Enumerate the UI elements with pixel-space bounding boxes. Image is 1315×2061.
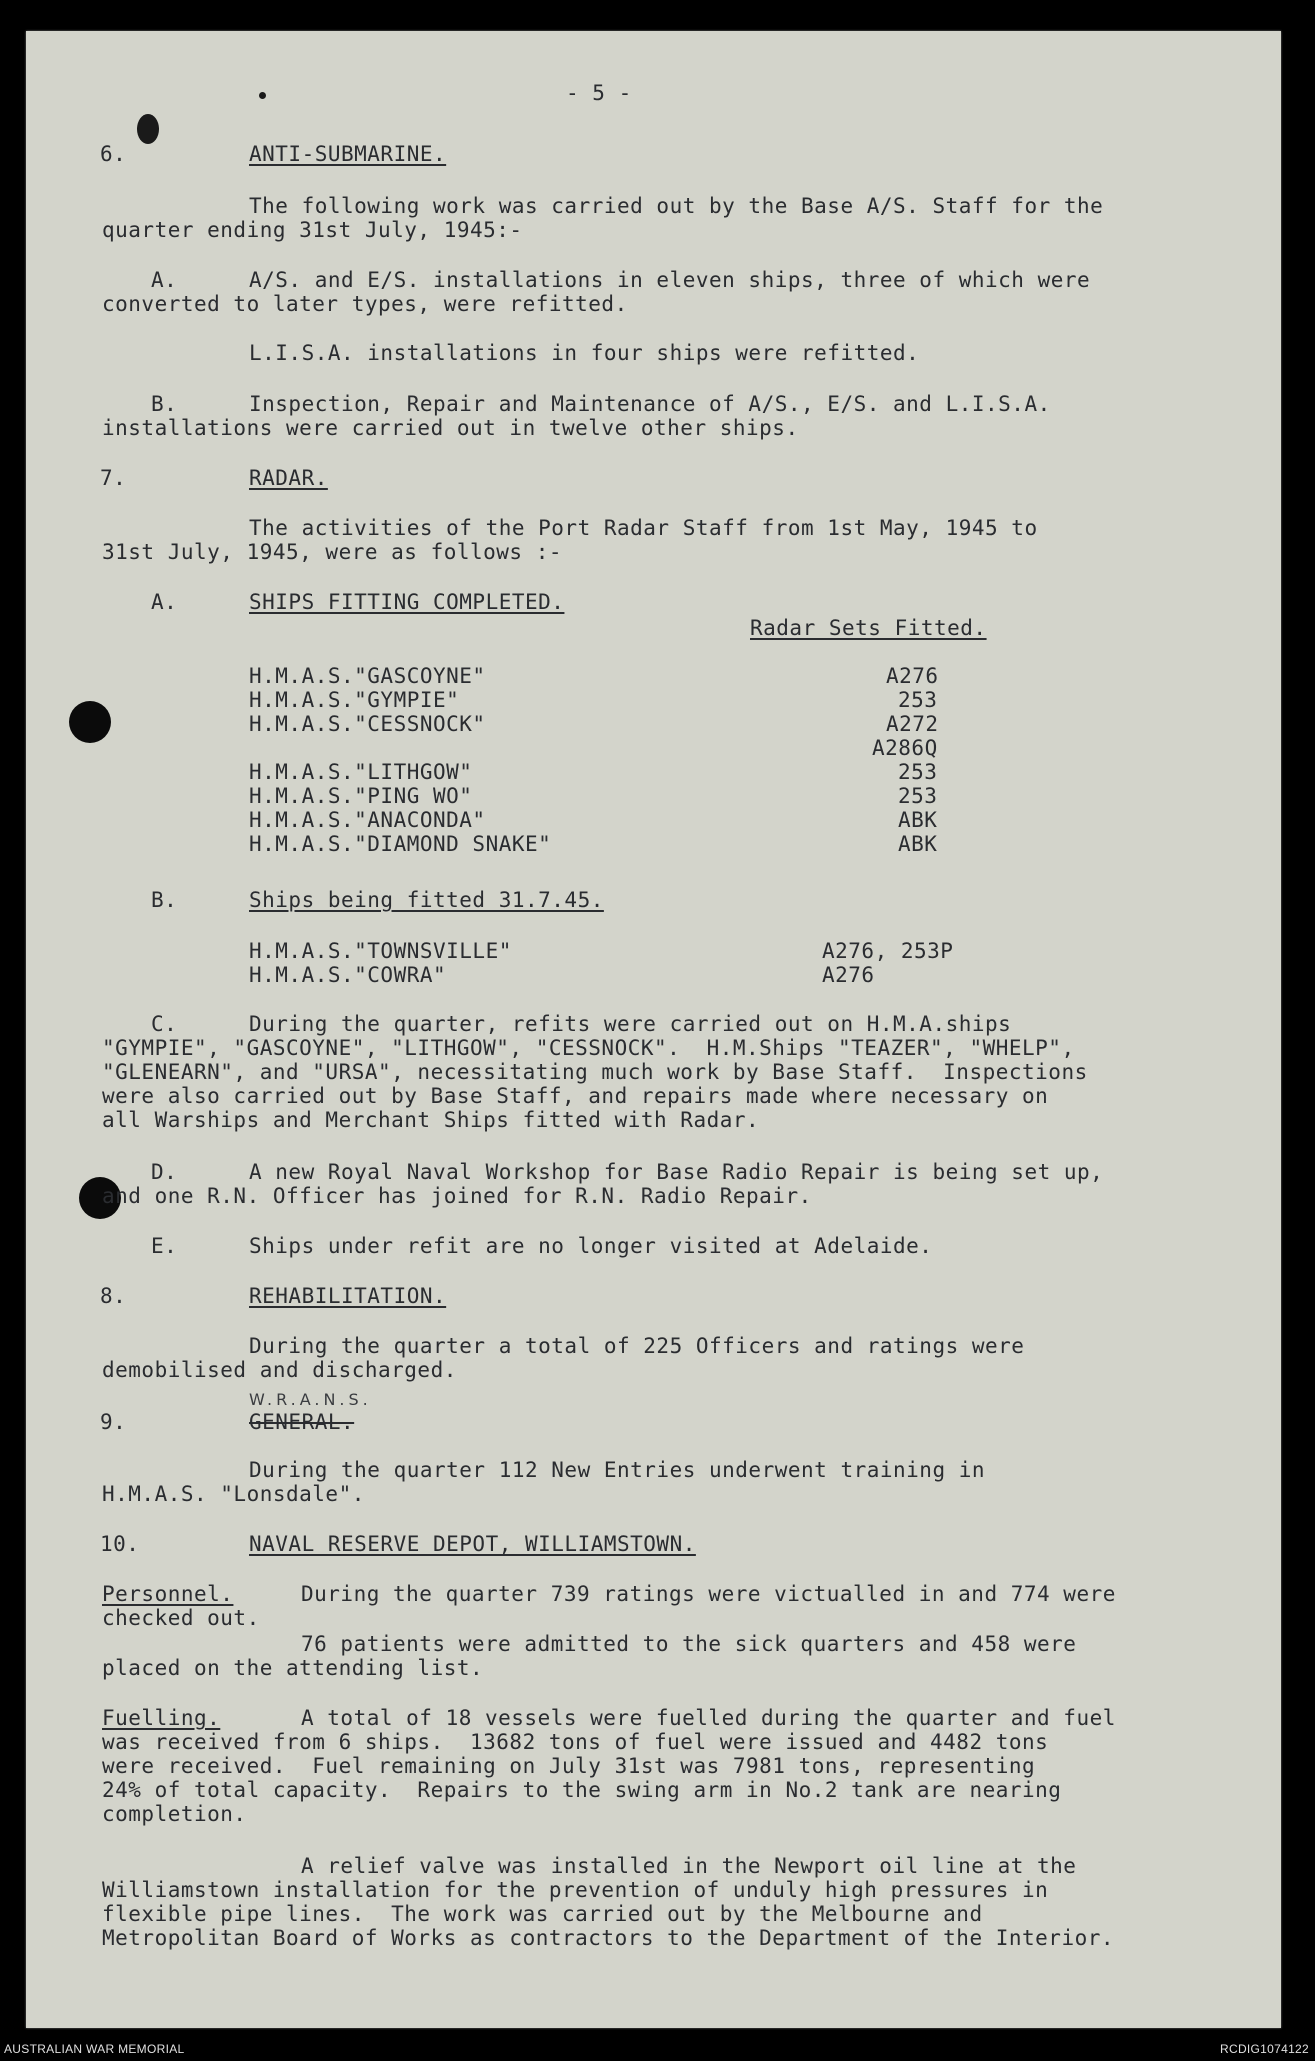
- section-9-number: 9.: [100, 1410, 127, 1434]
- section-9-text: H.M.A.S. "Lonsdale".: [102, 1482, 365, 1506]
- personnel-text: checked out.: [102, 1606, 260, 1630]
- ship-name: H.M.A.S."ANACONDA": [249, 808, 486, 832]
- section-6-intro: The following work was carried out by the Base A/S. Staff for the: [249, 194, 1104, 218]
- section-7-d-text: A new Royal Naval Workshop for Base Radio Repair is being set up,: [249, 1160, 1104, 1184]
- section-7-intro: 31st July, 1945, were as follows :-: [102, 540, 563, 564]
- section-7-heading: RADAR.: [249, 466, 328, 490]
- section-7-a-heading: SHIPS FITTING COMPLETED.: [249, 590, 565, 614]
- radar-set: A276, 253P: [822, 939, 954, 963]
- section-7-d-text: and one R.N. Officer has joined for R.N. Radio Repair.: [102, 1184, 812, 1208]
- fuelling-text: A total of 18 vessels were fuelled during the quarter and fuel: [301, 1706, 1116, 1730]
- section-7-e-label: E.: [151, 1234, 178, 1258]
- section-9-struck-heading: GENERAL.: [249, 1410, 355, 1434]
- personnel-text: During the quarter 739 ratings were victualled in and 774 were: [301, 1582, 1116, 1606]
- relief-valve-text: A relief valve was installed in the Newport oil line at the: [301, 1854, 1077, 1878]
- ship-name: H.M.A.S."DIAMOND SNAKE": [249, 832, 552, 856]
- radar-set: 253: [898, 760, 938, 784]
- radar-set: 253: [898, 784, 938, 808]
- fuelling-label: Fuelling.: [102, 1706, 221, 1730]
- section-6-heading: ANTI-SUBMARINE.: [249, 142, 447, 166]
- section-9-text: During the quarter 112 New Entries underwent training in: [249, 1458, 986, 1482]
- radar-set: A286Q: [872, 736, 938, 760]
- section-10-number: 10.: [100, 1532, 140, 1556]
- radar-set: ABK: [898, 808, 938, 832]
- section-6-a-text: converted to later types, were refitted.: [102, 292, 628, 316]
- section-6-a-text: A/S. and E/S. installations in eleven ships, three of which were: [249, 268, 1091, 292]
- radar-set: A276: [886, 664, 939, 688]
- section-7-e-text: Ships under refit are no longer visited at Adelaide.: [249, 1234, 933, 1258]
- personnel-text: 76 patients were admitted to the sick quarters and 458 were: [301, 1632, 1077, 1656]
- section-7-c-text: were also carried out by Base Staff, and repairs made where necessary on: [102, 1084, 1049, 1108]
- ship-name: H.M.A.S."PING WO": [249, 784, 473, 808]
- ship-name: H.M.A.S."LITHGOW": [249, 760, 473, 784]
- section-6-b-text: Inspection, Repair and Maintenance of A/S., E/S. and L.I.S.A.: [249, 392, 1051, 416]
- footer-source-label: AUSTRALIAN WAR MEMORIAL: [4, 2042, 185, 2056]
- ship-name: H.M.A.S."GASCOYNE": [249, 664, 486, 688]
- footer-record-id: RCDIG1074122: [1220, 2042, 1309, 2056]
- ship-name: H.M.A.S."CESSNOCK": [249, 712, 486, 736]
- section-6-a-label: A.: [151, 268, 178, 292]
- section-6-number: 6.: [100, 142, 127, 166]
- personnel-text: placed on the attending list.: [102, 1656, 484, 1680]
- section-7-intro: The activities of the Port Radar Staff from 1st May, 1945 to: [249, 516, 1038, 540]
- section-7-d-label: D.: [151, 1160, 178, 1184]
- section-6-lisa: L.I.S.A. installations in four ships were refitted.: [249, 341, 920, 365]
- section-7-b-label: B.: [151, 888, 178, 912]
- punch-hole-upper: [69, 701, 111, 743]
- radar-set: A276: [822, 963, 875, 987]
- fuelling-text: was received from 6 ships. 13682 tons of fuel were issued and 4482 tons: [102, 1730, 1049, 1754]
- personnel-label: Personnel.: [102, 1582, 234, 1606]
- section-10-heading: NAVAL RESERVE DEPOT, WILLIAMSTOWN.: [249, 1532, 696, 1556]
- section-8-text: During the quarter a total of 225 Officers and ratings were: [249, 1334, 1025, 1358]
- relief-valve-text: Metropolitan Board of Works as contractors to the Department of the Interior.: [102, 1926, 1115, 1950]
- section-8-number: 8.: [100, 1284, 127, 1308]
- section-7-a-label: A.: [151, 590, 178, 614]
- fuelling-text: were received. Fuel remaining on July 31st was 7981 tons, representing: [102, 1754, 1036, 1778]
- section-7-c-text: "GYMPIE", "GASCOYNE", "LITHGOW", "CESSNOCK". H.M.Ships "TEAZER", "WHELP",: [102, 1036, 1075, 1060]
- section-7-b-heading: Ships being fitted 31.7.45.: [249, 888, 604, 912]
- section-7-c-text: During the quarter, refits were carried out on H.M.A.ships: [249, 1012, 1012, 1036]
- section-7-number: 7.: [100, 466, 127, 490]
- ship-name: H.M.A.S."GYMPIE": [249, 688, 460, 712]
- radar-set: ABK: [898, 832, 938, 856]
- radar-sets-column-heading: Radar Sets Fitted.: [750, 616, 987, 640]
- page-number: - 5 -: [566, 81, 632, 105]
- ship-name: H.M.A.S."COWRA": [249, 963, 447, 987]
- section-6-b-text: installations were carried out in twelve other ships.: [102, 416, 799, 440]
- relief-valve-text: flexible pipe lines. The work was carried out by the Melbourne and: [102, 1902, 983, 1926]
- ship-name: H.M.A.S."TOWNSVILLE": [249, 939, 512, 963]
- handwritten-annotation: W.R.A.N.S.: [249, 1390, 372, 1409]
- fuelling-text: 24% of total capacity. Repairs to the swing arm in No.2 tank are nearing: [102, 1778, 1062, 1802]
- section-8-text: demobilised and discharged.: [102, 1358, 457, 1382]
- section-7-c-text: all Warships and Merchant Ships fitted with Radar.: [102, 1108, 760, 1132]
- ink-blot: [137, 114, 159, 144]
- relief-valve-text: Williamstown installation for the prevention of unduly high pressures in: [102, 1878, 1049, 1902]
- section-6-intro: quarter ending 31st July, 1945:-: [102, 218, 523, 242]
- fuelling-text: completion.: [102, 1802, 247, 1826]
- ink-dot: [259, 92, 266, 99]
- radar-set: 253: [898, 688, 938, 712]
- section-7-c-text: "GLENEARN", and "URSA", necessitating much work by Base Staff. Inspections: [102, 1060, 1088, 1084]
- radar-set: A272: [886, 712, 939, 736]
- section-8-heading: REHABILITATION.: [249, 1284, 447, 1308]
- section-6-b-label: B.: [151, 392, 178, 416]
- section-7-c-label: C.: [151, 1012, 178, 1036]
